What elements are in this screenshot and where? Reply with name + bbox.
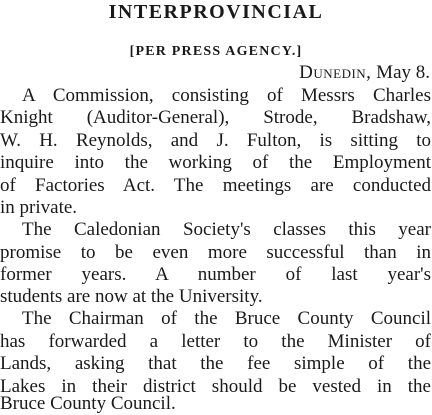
dateline-date: May 8.: [376, 62, 430, 83]
press-agency-credit: [PER PRESS AGENCY.]: [129, 44, 303, 59]
paragraph-1-line-4: inquire into the working of the Employment: [0, 152, 431, 173]
paragraph-1-line-1: A Commission, consisting of Messrs Charles: [22, 85, 431, 106]
dateline-place: Dunedin,: [299, 62, 372, 83]
paragraph-1-line-3: W. H. Reynolds, and J. Fulton, is sitting to: [0, 130, 431, 151]
paragraph-2-line-2: promise to be even more successful than in: [0, 242, 431, 263]
paragraph-3-line-3: Lands, asking that the fee simple of the: [0, 353, 431, 374]
paragraph-1-line-6: in private.: [0, 197, 78, 218]
paragraph-2-line-1: The Caledonian Society's classes this year: [22, 219, 431, 240]
paragraph-3-line-4: Lakes in their district should be vested in the: [0, 376, 431, 397]
paragraph-1-line-5: of Factories Act. The meetings are conducted: [0, 175, 431, 196]
dateline: [299, 62, 430, 84]
paragraph-3-line-2: has forwarded a letter to the Minister of: [0, 331, 431, 352]
paragraph-3-line-5: Bruce County Council.: [0, 393, 176, 414]
paragraph-2-line-4: students are now at the University.: [0, 286, 263, 307]
article-heading: INTERPROVINCIAL: [108, 1, 324, 23]
paragraph-3-line-1: The Chairman of the Bruce County Council: [22, 308, 431, 329]
paragraph-1-line-2: Knight (Auditor-General), Strode, Bradshaw,: [0, 107, 431, 128]
paragraph-2-line-3: former years. A number of last year's: [0, 264, 431, 285]
